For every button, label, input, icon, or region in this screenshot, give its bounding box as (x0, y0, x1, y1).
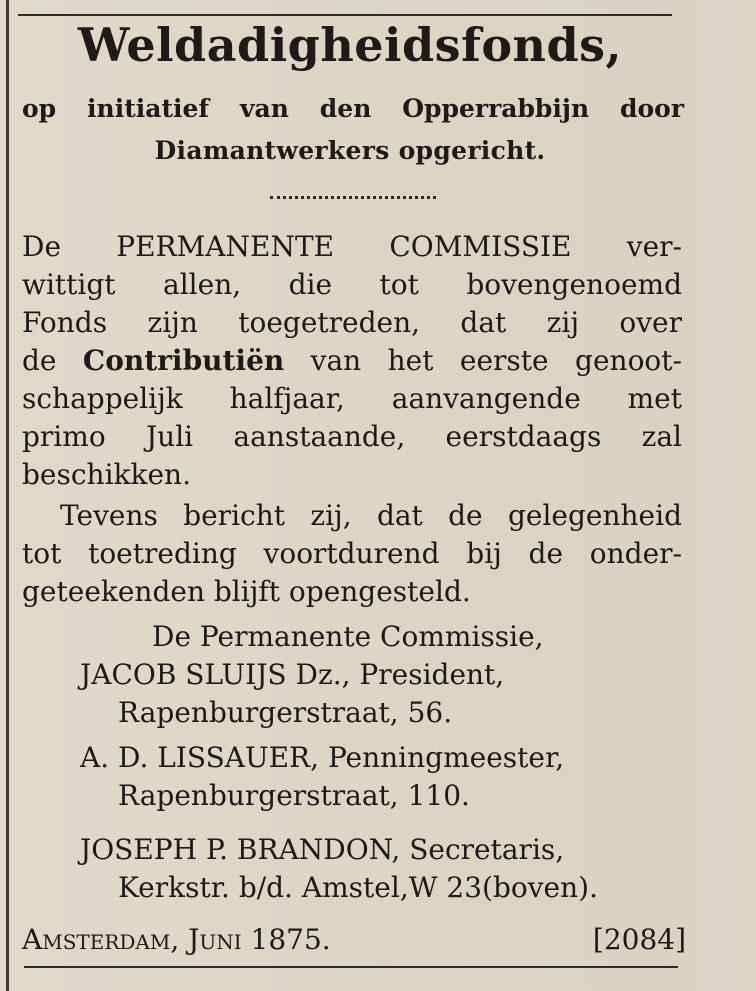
paragraph-line: De PERMANENTE COMMISSIE ver- (22, 230, 682, 263)
paragraph-line: wittigt allen, die tot bovengenoemd (22, 268, 682, 301)
paragraph-line: primo Juli aanstaande, eerstdaags zal (22, 420, 682, 453)
contributions-bold: Contributiën (82, 344, 285, 377)
paragraph-line: Fonds zijn toegetreden, dat zij over (22, 306, 682, 339)
paragraph-line: schappelijk halfjaar, aanvangende met (22, 382, 682, 415)
signature-heading: De Permanente Commissie, (152, 620, 544, 653)
paragraph-line: geteekenden blijft opengesteld. (22, 575, 471, 608)
line-end: van het eerste genoot- (310, 344, 682, 377)
paragraph-line (22, 342, 682, 380)
line-start: de (22, 344, 57, 377)
dotted-separator (270, 196, 436, 199)
signatory-name-role: JOSEPH P. BRANDON, Secretaris, (80, 833, 565, 866)
advertisement-title: Weldadigheidsfonds, (77, 18, 623, 72)
adjacent-column-edge (694, 0, 756, 991)
signatory-address: Kerkstr. b/d. Amstel,W 23(boven). (118, 871, 598, 904)
bottom-rule (24, 966, 678, 968)
paragraph-announcement (22, 228, 682, 494)
top-rule (18, 14, 672, 16)
paragraph-line: Tevens bericht zij, dat de gelegenheid (60, 499, 682, 532)
subtitle-line-2: Diamantwerkers opgericht. (154, 136, 546, 165)
place-date: Amsterdam, Juni 1875. (22, 923, 331, 956)
signatory-name-role: A. D. LISSAUER, Penningmeester, (80, 741, 565, 774)
paragraph-line: tot toetreding voortdurend bij de onder- (22, 537, 682, 570)
subtitle-line-1: op initiatief van den Opperrabbijn door (22, 94, 684, 123)
signatory-name-role: JACOB SLUIJS Dz., President, (80, 658, 505, 691)
paragraph-notice (22, 497, 682, 611)
advertisement-reference-number: [2084] (592, 923, 686, 956)
signatory-address: Rapenburgerstraat, 110. (118, 779, 470, 812)
paragraph-line: beschikken. (22, 458, 191, 491)
signatory-address: Rapenburgerstraat, 56. (118, 696, 453, 729)
